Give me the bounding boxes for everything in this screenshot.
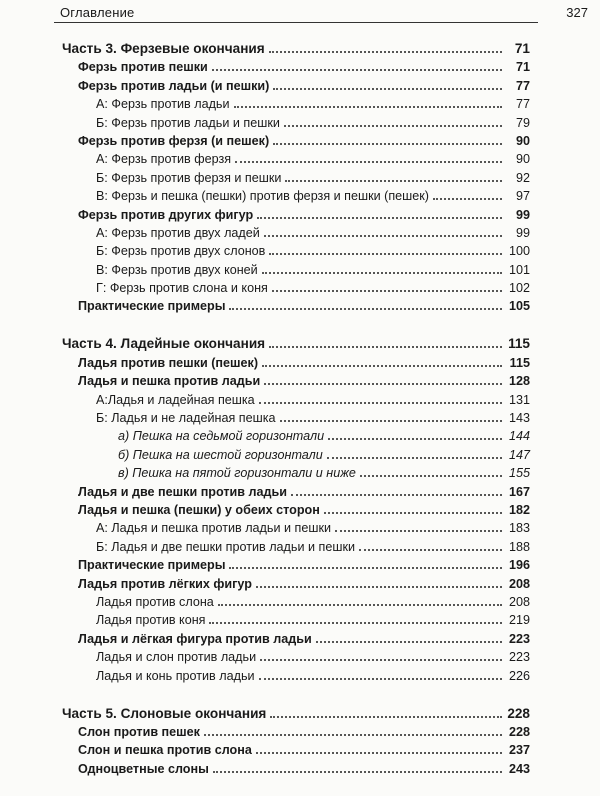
toc-part	[62, 333, 530, 684]
toc-entry-title: Г: Ферзь против слона и коня	[96, 281, 268, 296]
toc-entry-page: 71	[514, 41, 530, 56]
toc-entry-page: 99	[515, 207, 530, 222]
toc-entry-title: Б: Ладья и не ладейная пешка	[96, 411, 276, 426]
dot-leader	[260, 659, 502, 661]
toc-entry-page: 115	[508, 336, 530, 352]
toc-entry[interactable]	[62, 464, 530, 482]
toc-entry-page: 77	[515, 78, 530, 93]
dot-leader	[327, 457, 502, 459]
toc-entry-page: 131	[508, 392, 530, 407]
toc-entry[interactable]	[62, 168, 530, 186]
toc-entry[interactable]	[62, 279, 530, 297]
dot-leader	[360, 475, 502, 477]
toc-entry-page: 99	[515, 225, 530, 240]
toc-entry-page: 183	[508, 521, 530, 536]
toc-entry-title: Часть 3. Ферзевые окончания	[62, 41, 265, 56]
dot-leader	[335, 530, 502, 532]
toc-entry-page: 237	[508, 743, 530, 758]
toc-entry-title: Часть 4. Ладейные окончания	[62, 336, 266, 352]
toc-entry-title: Практические примеры	[78, 299, 226, 314]
toc-entry-title: А:Ладья и ладейная пешка	[96, 392, 255, 407]
dot-leader	[212, 69, 502, 71]
toc-entry-page: 208	[508, 576, 530, 591]
toc-entry-title: Ладья и пешка (пешки) у обеих сторон	[78, 502, 320, 517]
toc-entry[interactable]	[62, 501, 530, 519]
dot-leader	[324, 512, 502, 514]
toc-entry-title: Ладья против лёгких фигур	[78, 576, 252, 591]
dot-leader	[284, 125, 502, 127]
toc-entry-title: Ладья и две пешки против ладьи	[78, 484, 288, 499]
toc-entry-page: 219	[508, 613, 530, 628]
toc-entry-page: 77	[515, 97, 530, 112]
toc-entry-title: Ферзь против ладьи (и пешки)	[78, 78, 270, 93]
dot-leader	[234, 106, 502, 108]
toc-entry[interactable]	[62, 741, 530, 759]
toc-entry-title: Слон против пешек	[78, 724, 200, 739]
toc-entry-page: 228	[507, 705, 530, 721]
toc-entry-title: Б: Ферзь против ладьи и пешки	[96, 115, 280, 130]
dot-leader	[316, 641, 502, 643]
dot-leader	[257, 217, 502, 219]
toc-entry-title: Ладья против пешки (пешек)	[78, 355, 259, 370]
toc-entry[interactable]	[62, 574, 530, 592]
dot-leader	[259, 402, 502, 404]
dot-leader	[209, 622, 502, 624]
toc-entry-title: Ферзь против других фигур	[78, 207, 254, 222]
toc-entry[interactable]	[62, 297, 530, 315]
dot-leader	[291, 494, 502, 496]
toc-entry-title: Ладья против слона	[96, 594, 214, 609]
toc-entry-title: А: Ладья и пешка против ладьи и пешки	[96, 521, 331, 536]
toc-entry-title: Ладья и конь против ладьи	[96, 668, 255, 683]
toc-entry-title: Ладья и пешка против ладьи	[78, 374, 261, 389]
dot-leader	[269, 346, 502, 348]
toc-entry-page: 167	[508, 484, 530, 499]
toc-entry[interactable]	[62, 759, 530, 777]
toc-entry[interactable]	[62, 723, 530, 741]
dot-leader	[235, 161, 502, 163]
dot-leader	[259, 678, 502, 680]
toc-entry[interactable]	[62, 390, 530, 408]
toc-entry-page: 97	[515, 189, 530, 204]
toc-entry[interactable]	[62, 427, 530, 445]
toc-entry-title: Б: Ферзь против двух слонов	[96, 244, 266, 259]
running-header	[54, 4, 588, 23]
toc-entry-page: 188	[508, 539, 530, 554]
dot-leader	[229, 308, 502, 310]
dot-leader	[256, 752, 502, 754]
toc-entry-page: 79	[515, 115, 530, 130]
dot-leader	[280, 420, 503, 422]
toc-entry[interactable]	[62, 132, 530, 150]
toc-part	[62, 703, 530, 778]
toc-entry-page: 147	[508, 447, 530, 462]
toc-entry-title: б) Пешка на шестой горизонтали	[118, 447, 323, 462]
dot-leader	[229, 567, 502, 569]
toc-entry[interactable]	[62, 593, 530, 611]
toc-entry-page: 143	[508, 411, 530, 426]
dot-leader	[270, 716, 502, 718]
dot-leader	[269, 51, 502, 53]
toc-entry[interactable]	[62, 353, 530, 371]
toc-entry-title: Б: Ферзь против ферзя и пешки	[96, 170, 282, 185]
toc-entry-title: Часть 5. Слоновые окончания	[62, 705, 267, 721]
toc-entry[interactable]	[62, 611, 530, 629]
toc-entry-page: 71	[515, 60, 530, 75]
toc-entry[interactable]	[62, 445, 530, 463]
toc-entry-title: Практические примеры	[78, 558, 226, 573]
toc-entry-page: 100	[508, 244, 530, 259]
dot-leader	[273, 88, 502, 90]
toc-entry[interactable]	[62, 482, 530, 500]
dot-leader	[262, 272, 502, 274]
toc-entry[interactable]	[62, 187, 530, 205]
toc-entry-page: 105	[508, 299, 530, 314]
toc-entry-page: 226	[508, 668, 530, 683]
toc-entry-page: 101	[508, 262, 530, 277]
toc-entry[interactable]	[62, 519, 530, 537]
toc-entry[interactable]	[62, 76, 530, 94]
toc-entry-title: А: Ферзь против двух ладей	[96, 225, 260, 240]
toc-entry-title: Слон и пешка против слона	[78, 743, 252, 758]
toc-entry-page: 102	[508, 281, 530, 296]
toc-entry[interactable]	[62, 409, 530, 427]
toc-entry[interactable]	[62, 648, 530, 666]
dot-leader	[285, 180, 502, 182]
toc-part-heading[interactable]	[62, 703, 530, 723]
dot-leader	[262, 365, 502, 367]
toc-entry-page: 90	[515, 152, 530, 167]
toc-part-heading[interactable]	[62, 333, 530, 353]
dot-leader	[264, 235, 502, 237]
toc-entry-title: Одноцветные слоны	[78, 761, 209, 776]
toc-entry-page: 90	[515, 133, 530, 148]
toc-entry-page: 128	[508, 374, 530, 389]
toc-entry-page: 144	[508, 429, 530, 444]
header-title: Оглавление	[60, 5, 135, 20]
toc-entry[interactable]	[62, 556, 530, 574]
toc-entry-page: 92	[515, 170, 530, 185]
toc-part	[62, 38, 530, 315]
toc-entry-page: 196	[508, 558, 530, 573]
page-number: 327	[566, 5, 588, 20]
toc-part-heading[interactable]	[62, 38, 530, 58]
toc-entry[interactable]	[62, 224, 530, 242]
dot-leader	[433, 198, 502, 200]
toc-entry-title: В: Ферзь против двух коней	[96, 262, 258, 277]
toc-entry[interactable]	[62, 629, 530, 647]
toc-entry[interactable]	[62, 666, 530, 684]
toc-entry[interactable]	[62, 95, 530, 113]
dot-leader	[328, 438, 502, 440]
toc-entry-title: Б: Ладья и две пешки против ладьи и пешки	[96, 539, 356, 554]
toc-entry[interactable]	[62, 537, 530, 555]
toc-entry[interactable]	[62, 150, 530, 168]
toc-entry-title: Ладья и лёгкая фигура против ладьи	[78, 631, 312, 646]
toc-entry-page: 182	[508, 502, 530, 517]
toc-entry-page: 228	[508, 724, 530, 739]
toc-entry-title: в) Пешка на пятой горизонтали и ниже	[118, 466, 356, 481]
toc-entry-page: 115	[509, 355, 530, 370]
dot-leader	[359, 549, 502, 551]
dot-leader	[269, 253, 502, 255]
toc-entry-title: А: Ферзь против ферзя	[96, 152, 232, 167]
toc-entry[interactable]	[62, 242, 530, 260]
dot-leader	[264, 383, 502, 385]
toc-entry[interactable]	[62, 260, 530, 278]
dot-leader	[218, 604, 502, 606]
toc-entry-title: В: Ферзь и пешка (пешки) против ферзя и пешки (пешек)	[96, 189, 429, 204]
toc-entry-title: Ладья и слон против ладьи	[96, 650, 257, 665]
toc-entry[interactable]	[62, 205, 530, 223]
table-of-contents	[62, 38, 530, 796]
toc-entry[interactable]	[62, 58, 530, 76]
toc-entry-title: Ферзь против ферзя (и пешек)	[78, 133, 270, 148]
toc-entry-page: 223	[508, 650, 530, 665]
toc-entry-title: Ладья против коня	[96, 613, 206, 628]
dot-leader	[272, 290, 502, 292]
toc-entry-page: 208	[508, 594, 530, 609]
toc-entry-page: 155	[508, 466, 530, 481]
dot-leader	[213, 771, 502, 773]
toc-entry-page: 243	[508, 761, 530, 776]
toc-entry-title: А: Ферзь против ладьи	[96, 97, 230, 112]
toc-entry-title: а) Пешка на седьмой горизонтали	[118, 429, 325, 444]
toc-entry-title: Ферзь против пешки	[78, 60, 208, 75]
toc-entry-page: 223	[508, 631, 530, 646]
dot-leader	[204, 734, 502, 736]
toc-entry[interactable]	[62, 372, 530, 390]
toc-entry[interactable]	[62, 113, 530, 131]
dot-leader	[273, 143, 502, 145]
dot-leader	[256, 586, 502, 588]
